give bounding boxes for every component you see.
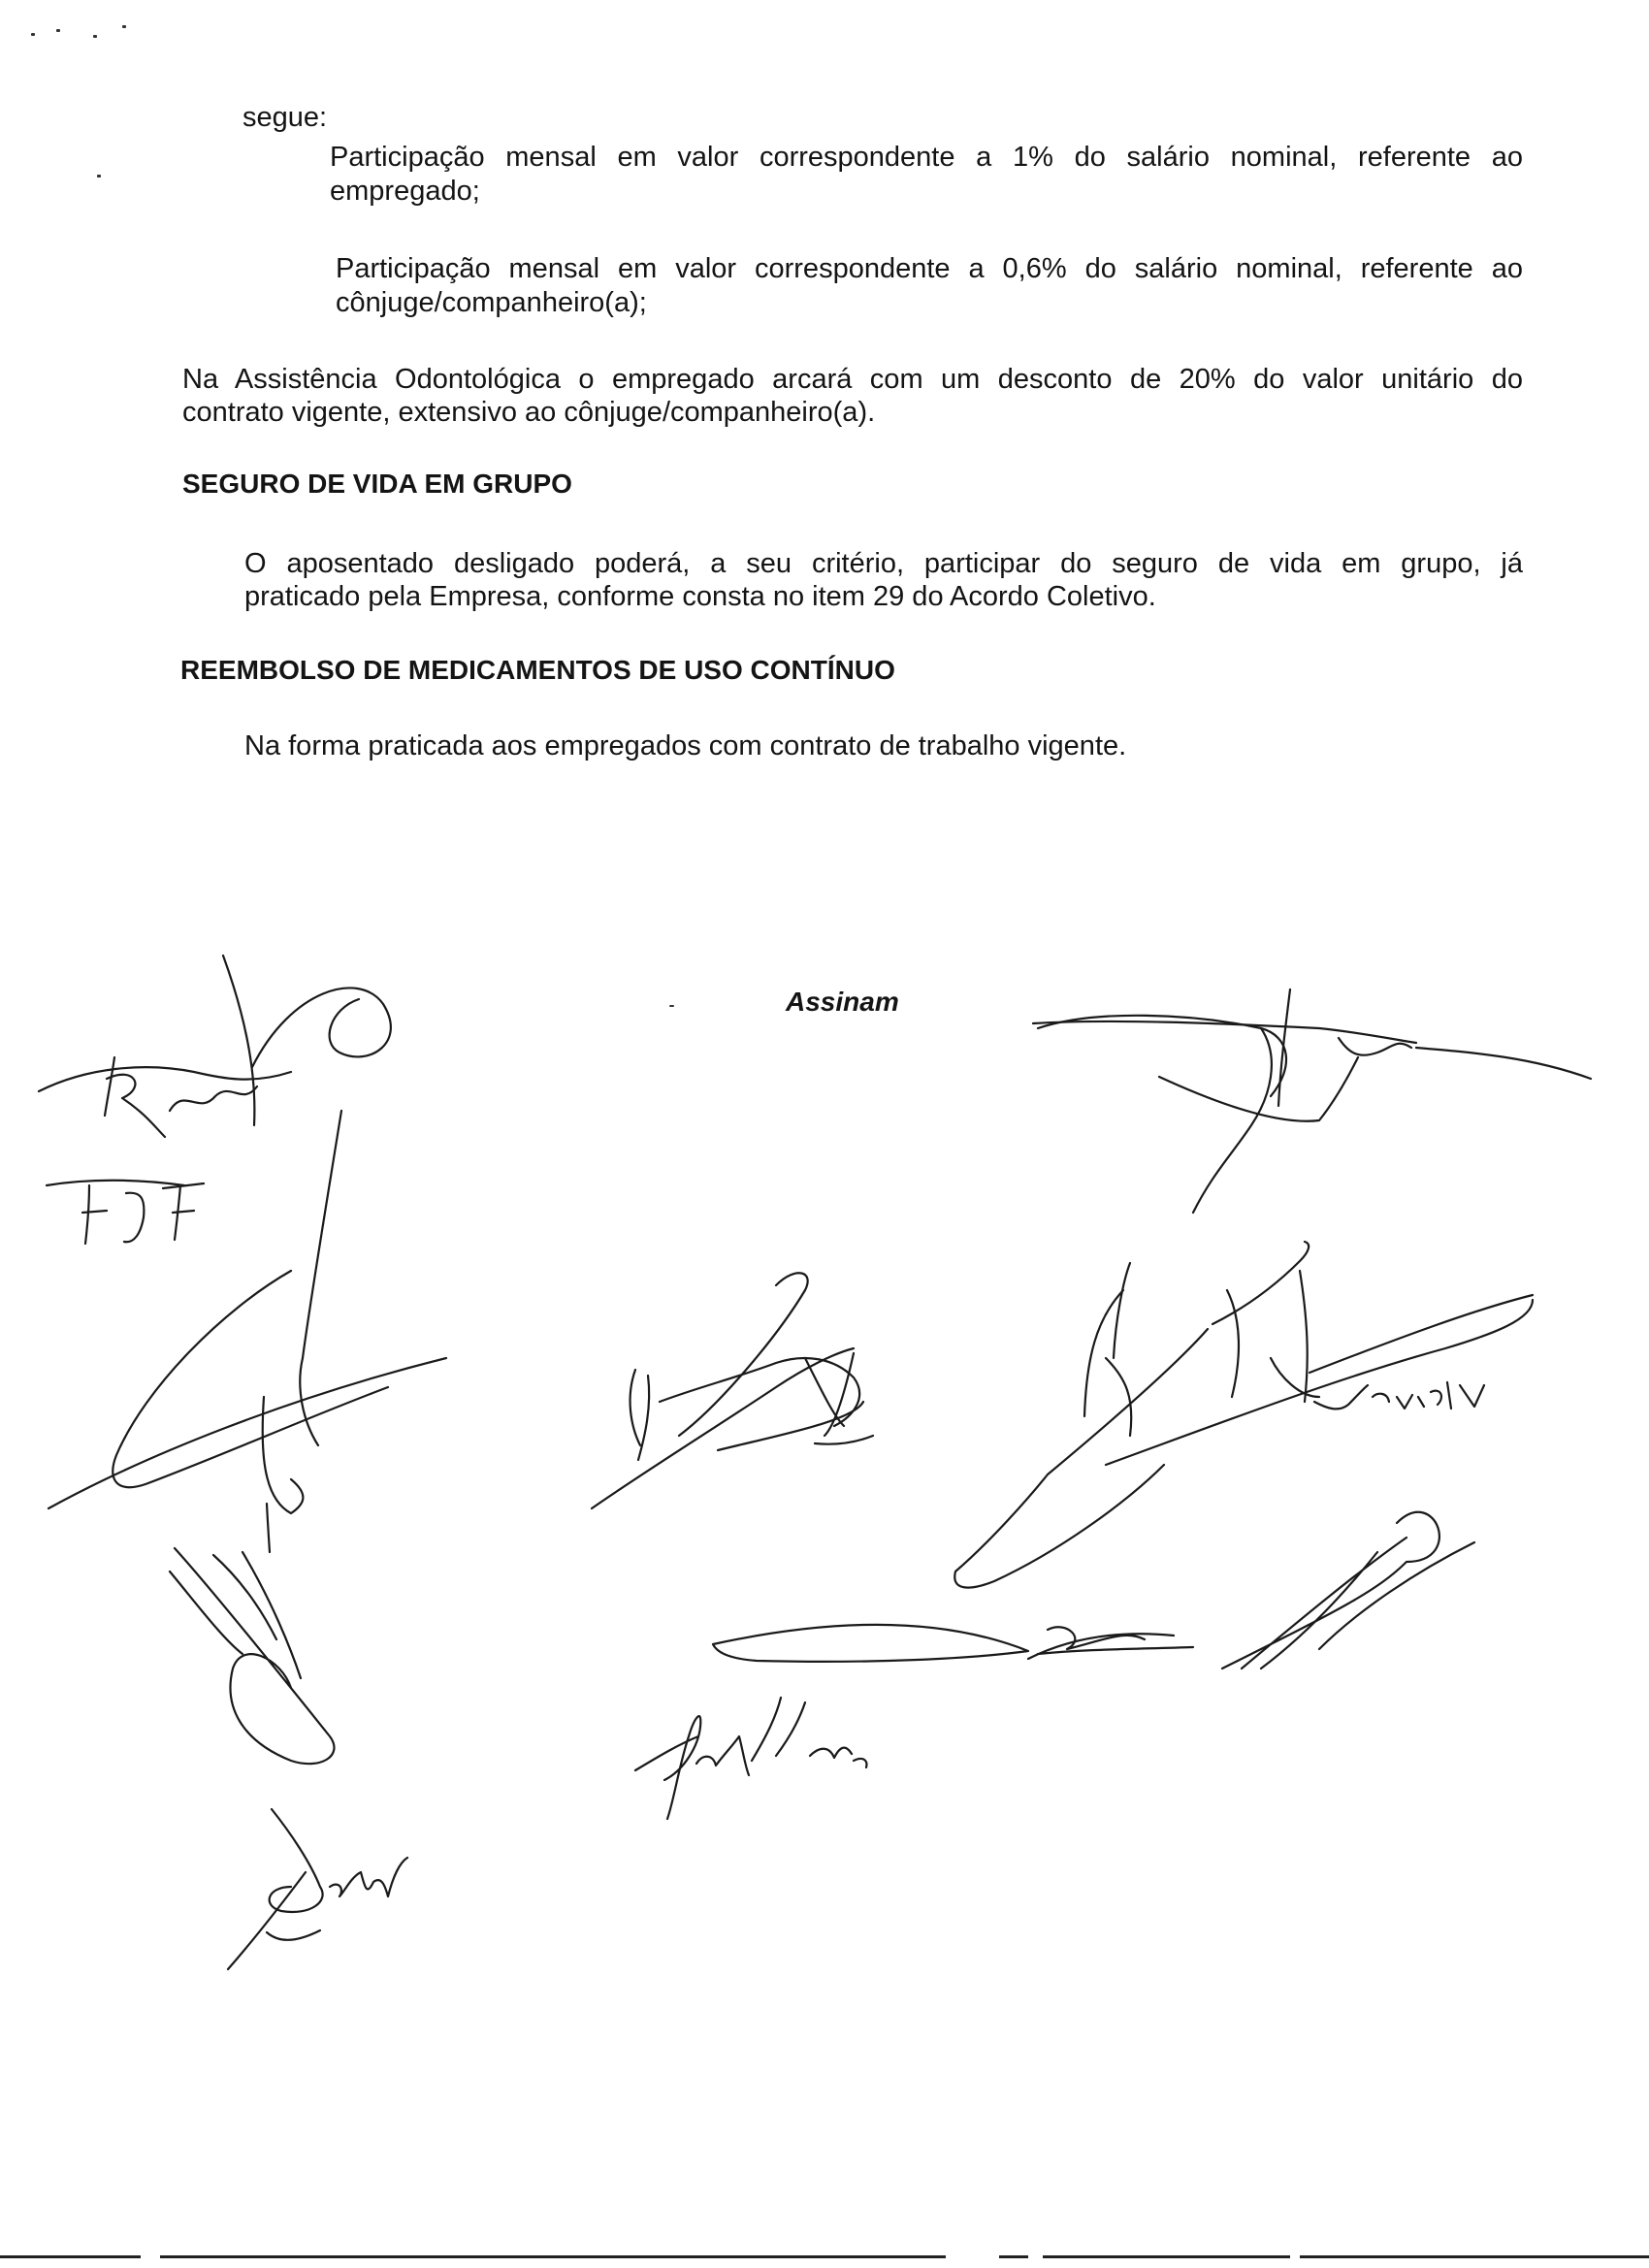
signature-9: [1271, 1271, 1533, 1409]
signature-13: [635, 1698, 866, 1819]
section-paragraph-line: Na forma praticada aos empregados com contrato de trabalho vigente.: [244, 730, 1127, 761]
page-edge-rule: [1300, 2255, 1649, 2258]
dental-paragraph-line: Na Assistência Odontológica o empregado arcará com um desconto de 20% do valor unitário do: [182, 364, 1523, 395]
page-edge-rule: [1043, 2255, 1290, 2258]
signature-8: [954, 1300, 1533, 1588]
intro-word: segue:: [242, 102, 328, 133]
page-edge-rule: [999, 2255, 1028, 2258]
signature-11: [713, 1625, 1193, 1662]
signature-3: [48, 1111, 446, 1552]
benefit-item-line: Participação mensal em valor correspondente a 0,6% do salário nominal, referente ao: [336, 253, 1523, 284]
page-edge-rule: [160, 2255, 946, 2258]
page-edge-rule: [0, 2255, 141, 2258]
signature-1: [39, 956, 391, 1137]
signature-12: [170, 1548, 407, 1969]
signatures-label: Assinam: [786, 987, 899, 1017]
dental-paragraph-line: contrato vigente, extensivo ao cônjuge/companheiro(a).: [182, 397, 876, 428]
signature-7: [1084, 1242, 1309, 1436]
section-heading: SEGURO DE VIDA EM GRUPO: [182, 469, 572, 499]
benefit-item-line: cônjuge/companheiro(a);: [336, 287, 647, 318]
section-heading: REEMBOLSO DE MEDICAMENTOS DE USO CONTÍNUO: [180, 655, 895, 685]
signature-6: [1033, 989, 1591, 1213]
signature-4: [592, 1273, 859, 1508]
section-paragraph-line: O aposentado desligado poderá, a seu critério, participar do seguro de vida em grupo, já: [244, 548, 1523, 579]
signature-10: [1222, 1512, 1474, 1669]
benefit-item-line: Participação mensal em valor correspondente a 1% do salário nominal, referente ao: [330, 142, 1523, 173]
signature-2: [47, 1181, 204, 1244]
benefit-item-line: empregado;: [330, 176, 480, 207]
section-paragraph-line: praticado pela Empresa, conforme consta no item 29 do Acordo Coletivo.: [244, 581, 1156, 612]
